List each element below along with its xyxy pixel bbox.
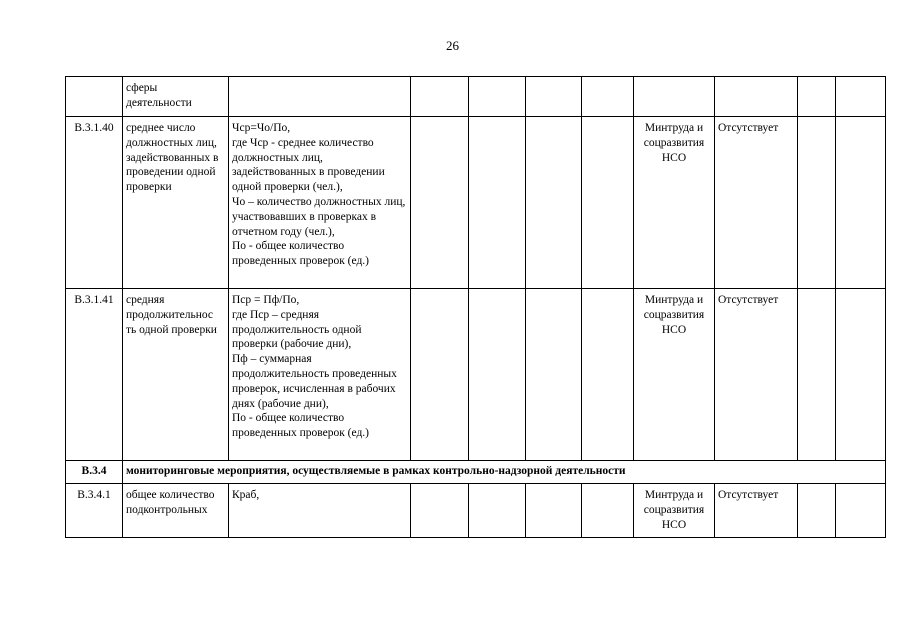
section-row bbox=[66, 461, 886, 484]
data-status: Отсутствует bbox=[715, 289, 798, 461]
indicator-code: В.3.4.1 bbox=[66, 484, 123, 538]
indicator-code: В.3.1.40 bbox=[66, 117, 123, 289]
empty-cell bbox=[469, 484, 526, 538]
indicators-table bbox=[65, 76, 886, 538]
empty-cell bbox=[798, 484, 836, 538]
empty-cell bbox=[836, 77, 886, 117]
indicator-formula: Чср=Чо/По, где Чср - среднее количество должностных лиц, задействованных в проведении одной проверки (чел.), Чо – количество должностных лиц, участвовавших в проверках в отчетном году (чел.), По - общее количество проведенных проверок (ед.) bbox=[229, 117, 411, 289]
empty-cell bbox=[526, 77, 582, 117]
indicator-name: сферы деятельности bbox=[123, 77, 229, 117]
empty-cell bbox=[469, 117, 526, 289]
section-title: мониторинговые мероприятия, осуществляемые в рамках контрольно-надзорной деятельности bbox=[123, 461, 886, 484]
table-row bbox=[66, 484, 886, 538]
empty-cell bbox=[411, 289, 469, 461]
empty-cell bbox=[411, 117, 469, 289]
empty-cell bbox=[582, 77, 634, 117]
page-number: 26 bbox=[446, 38, 459, 53]
responsible-org: Минтруда и соцразвития НСО bbox=[634, 117, 715, 289]
data-status: Отсутствует bbox=[715, 484, 798, 538]
indicator-name: общее количество подконтрольных bbox=[123, 484, 229, 538]
table-row bbox=[66, 117, 886, 289]
empty-cell bbox=[469, 77, 526, 117]
empty-cell bbox=[582, 117, 634, 289]
empty-cell bbox=[526, 484, 582, 538]
empty-cell bbox=[526, 117, 582, 289]
empty-cell bbox=[836, 117, 886, 289]
empty-cell bbox=[411, 484, 469, 538]
responsible-org bbox=[634, 77, 715, 117]
empty-cell bbox=[798, 117, 836, 289]
responsible-org: Минтруда и соцразвития НСО bbox=[634, 289, 715, 461]
empty-cell bbox=[526, 289, 582, 461]
empty-cell bbox=[836, 484, 886, 538]
table-row bbox=[66, 77, 886, 117]
indicator-formula: Пср = Пф/По, где Пср – средняя продолжительность одной проверки (рабочие дни), Пф – суммарная продолжительность проведенных проверок, исчисленная в рабочих днях (рабочие дни), По - общее количество проведенных проверок (ед.) bbox=[229, 289, 411, 461]
indicator-code: В.3.1.41 bbox=[66, 289, 123, 461]
empty-cell bbox=[469, 289, 526, 461]
indicator-name: среднее число должностных лиц, задействованных в проведении одной проверки bbox=[123, 117, 229, 289]
indicator-formula bbox=[229, 77, 411, 117]
indicator-code bbox=[66, 77, 123, 117]
empty-cell bbox=[798, 77, 836, 117]
empty-cell bbox=[582, 484, 634, 538]
section-code: В.3.4 bbox=[66, 461, 123, 484]
empty-cell bbox=[411, 77, 469, 117]
empty-cell bbox=[836, 289, 886, 461]
empty-cell bbox=[798, 289, 836, 461]
empty-cell bbox=[582, 289, 634, 461]
responsible-org: Минтруда и соцразвития НСО bbox=[634, 484, 715, 538]
indicator-name: средняя продолжительнос ть одной проверки bbox=[123, 289, 229, 461]
indicator-formula: Краб, bbox=[229, 484, 411, 538]
table-row bbox=[66, 289, 886, 461]
data-status bbox=[715, 77, 798, 117]
data-status: Отсутствует bbox=[715, 117, 798, 289]
